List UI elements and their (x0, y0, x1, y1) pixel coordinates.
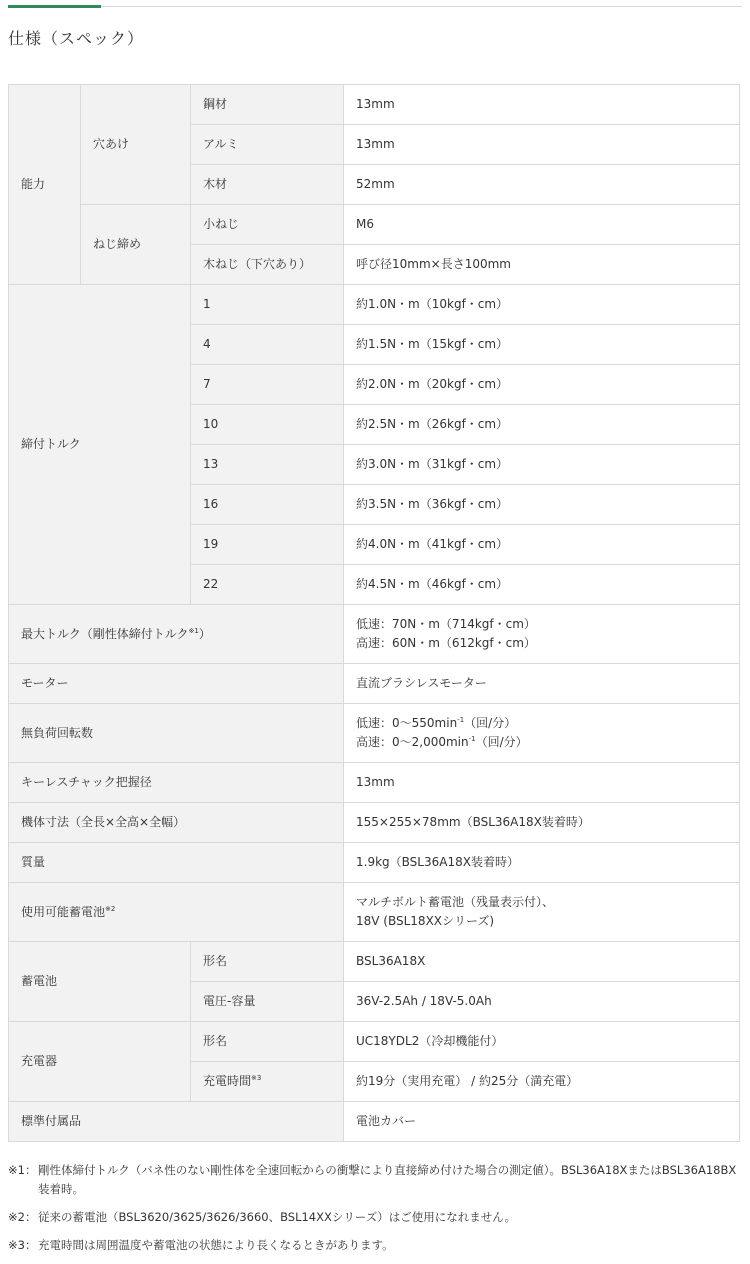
table-row (9, 1102, 740, 1142)
table-row (9, 704, 740, 763)
accessories-label: 標準付属品 (9, 1102, 344, 1142)
torque-setting: 13 (191, 445, 344, 485)
no-load-speed-label: 無負荷回転数 (9, 704, 344, 763)
speed-high-text: 高速：0〜2,000min (356, 735, 469, 749)
footnote (8, 1208, 742, 1227)
charge-time-label-text: 充電時間 (203, 1074, 252, 1088)
charger-model-label: 形名 (191, 1022, 344, 1062)
max-torque-low: 低速：70N・m（714kgf・cm） (356, 617, 536, 631)
torque-value: 約1.0N・m（10kgf・cm） (344, 285, 740, 325)
accessories-value: 電池カバー (344, 1102, 740, 1142)
table-row (9, 1022, 740, 1062)
spec-label: 木材 (191, 165, 344, 205)
torque-label: 締付トルク (9, 285, 191, 605)
footnote-ref: ※1 (188, 626, 199, 635)
dimensions-label: 機体寸法（全長×全高×全幅） (9, 803, 344, 843)
spec-value: BSL36A18X (344, 942, 740, 982)
torque-value: 約3.5N・m（36kgf・cm） (344, 485, 740, 525)
table-row (9, 664, 740, 704)
torque-value: 約3.0N・m（31kgf・cm） (344, 445, 740, 485)
speed-unit-exponent: -1 (457, 716, 465, 724)
weight-value: 1.9kg（BSL36A18X装着時） (344, 843, 740, 883)
spec-value: 13mm (344, 85, 740, 125)
no-load-speed-value (344, 704, 740, 763)
charge-time-value: 約19分（実用充電） / 約25分（満充電） (344, 1062, 740, 1102)
speed-unit-exponent: -1 (468, 735, 476, 743)
torque-setting: 19 (191, 525, 344, 565)
page-title: 仕様（スペック） (8, 29, 145, 48)
charger-model-value: UC18YDL2（冷却機能付） (344, 1022, 740, 1062)
spec-value: 36V-2.5Ah / 18V-5.0Ah (344, 982, 740, 1022)
footnote (8, 1236, 742, 1255)
usable-battery-line2: 18V (BSL18XXシリーズ) (356, 914, 495, 928)
table-row (9, 803, 740, 843)
motor-value: 直流ブラシレスモーター (344, 664, 740, 704)
dimensions-value: 155×255×78mm（BSL36A18X装着時） (344, 803, 740, 843)
drilling-label: 穴あけ (81, 85, 191, 205)
charge-time-label (191, 1062, 344, 1102)
usable-battery-line1: マルチボルト蓄電池（残量表示付）、 (356, 895, 555, 909)
chuck-value: 13mm (344, 763, 740, 803)
table-row (9, 883, 740, 942)
footnote-ref: ※2 (105, 904, 116, 913)
heading-accent-bar (8, 5, 101, 8)
top-divider (8, 6, 742, 7)
table-row (9, 942, 740, 982)
spec-label: 形名 (191, 942, 344, 982)
footnotes (8, 1161, 742, 1264)
table-row (9, 85, 740, 125)
max-torque-value (344, 605, 740, 664)
table-row (9, 763, 740, 803)
footnote-ref: ※3 (251, 1074, 262, 1082)
max-torque-label-end: ） (198, 626, 211, 641)
spec-value: 52mm (344, 165, 740, 205)
capacity-label: 能力 (9, 85, 81, 285)
speed-low-unit: （回/分） (464, 716, 517, 730)
charger-label: 充電器 (9, 1022, 191, 1102)
table-row (9, 205, 740, 245)
footnote-text: 充電時間は周囲温度や蓄電池の状態により長くなるときがあります。 (38, 1238, 394, 1252)
torque-setting: 16 (191, 485, 344, 525)
torque-value: 約1.5N・m（15kgf・cm） (344, 325, 740, 365)
usable-battery-value (344, 883, 740, 942)
table-row (9, 843, 740, 883)
chuck-label: キーレスチャック把握径 (9, 763, 344, 803)
motor-label: モーター (9, 664, 344, 704)
footnote-mark: ※1： (8, 1163, 37, 1177)
torque-value: 約4.0N・m（41kgf・cm） (344, 525, 740, 565)
table-row (9, 605, 740, 664)
max-torque-label-text: 最大トルク（剛性体締付トルク (21, 626, 189, 641)
torque-setting: 10 (191, 405, 344, 445)
footnote-mark: ※2： (8, 1210, 37, 1224)
torque-setting: 4 (191, 325, 344, 365)
weight-label: 質量 (9, 843, 344, 883)
usable-battery-label-text: 使用可能蓄電池 (21, 904, 106, 919)
usable-battery-label (9, 883, 344, 942)
torque-value: 約4.5N・m（46kgf・cm） (344, 565, 740, 605)
torque-setting: 7 (191, 365, 344, 405)
footnote-text: 剛性体締付トルク（バネ性のない剛性体を全速回転からの衝撃により直接締め付けた場合の測定値）。BSL36A18XまたはBSL36A18BX装着時。 (38, 1163, 737, 1196)
spec-table (8, 84, 740, 1142)
spec-value: M6 (344, 205, 740, 245)
no-load-speed-low (356, 714, 727, 733)
spec-value: 呼び径10mm×長さ100mm (344, 245, 740, 285)
spec-label: アルミ (191, 125, 344, 165)
torque-value: 約2.5N・m（26kgf・cm） (344, 405, 740, 445)
footnote-mark: ※3： (8, 1238, 37, 1252)
footnote-text: 従来の蓄電池（BSL3620/3625/3626/3660、BSL14XXシリーズ）はご使用になれません。 (38, 1210, 516, 1224)
torque-setting: 1 (191, 285, 344, 325)
table-row (9, 285, 740, 325)
max-torque-label (9, 605, 344, 664)
speed-high-unit: （回/分） (475, 735, 528, 749)
spec-label: 鋼材 (191, 85, 344, 125)
spec-label: 電圧-容量 (191, 982, 344, 1022)
no-load-speed-high (356, 733, 727, 752)
screwing-label: ねじ締め (81, 205, 191, 285)
spec-label: 木ねじ（下穴あり） (191, 245, 344, 285)
battery-label: 蓄電池 (9, 942, 191, 1022)
torque-setting: 22 (191, 565, 344, 605)
footnote (8, 1161, 742, 1199)
torque-value: 約2.0N・m（20kgf・cm） (344, 365, 740, 405)
spec-value: 13mm (344, 125, 740, 165)
speed-low-text: 低速：0〜550min (356, 716, 458, 730)
max-torque-high: 高速：60N・m（612kgf・cm） (356, 636, 536, 650)
spec-label: 小ねじ (191, 205, 344, 245)
